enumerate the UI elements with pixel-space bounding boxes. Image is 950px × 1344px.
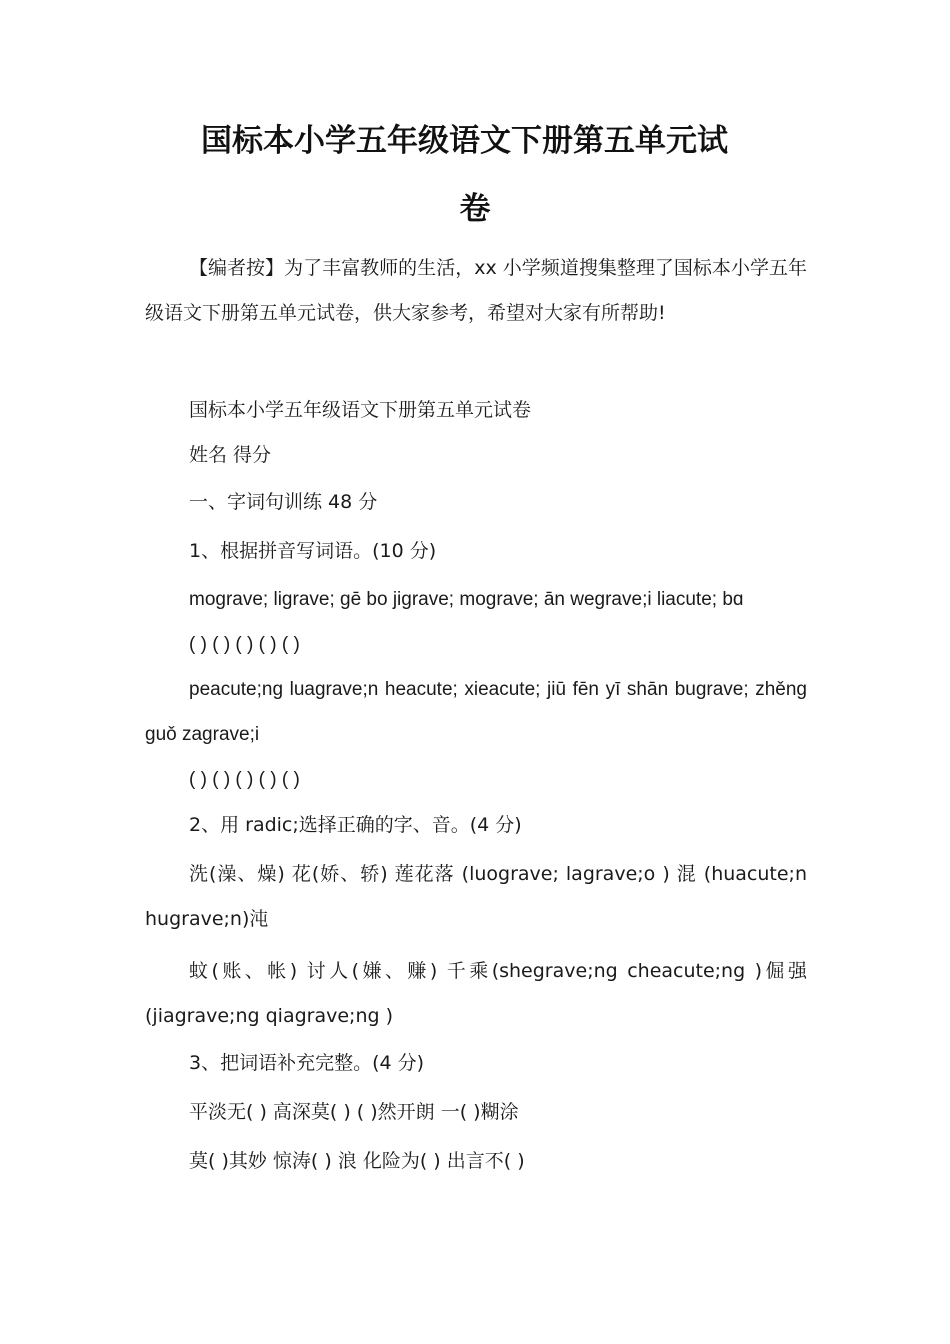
name-score-line: 姓名 得分 [189, 444, 272, 466]
document-title-line1: 国标本小学五年级语文下册第五单元试 [201, 123, 728, 159]
question-2-line-2: 蚊(账、帐) 讨人(嫌、赚) 千乘(shegrave;ng cheacute;ng )倔强(jiagrave;ng qiagrave;ng ) [145, 960, 807, 1027]
editor-note-paragraph: 【编者按】为了丰富教师的生活，xx 小学频道搜集整理了国标本小学五年级语文下册第五单元试卷，供大家参考，希望对大家有所帮助! [145, 257, 807, 324]
answer-blanks-2: ( ) ( ) ( ) ( ) ( ) [189, 769, 300, 790]
pinyin-line-1: mograve; ligrave; gē bo jigrave; mograve; ān wegrave;i liacute; bɑ [189, 589, 744, 610]
question-1-heading: 1、根据拼音写词语。(10 分) [189, 540, 437, 562]
question-2-heading: 2、用 radic;选择正确的字、音。(4 分) [189, 814, 522, 836]
document-title-line2: 卷 [459, 191, 491, 227]
section-heading: 一、字词句训练 48 分 [189, 491, 378, 513]
question-3-heading: 3、把词语补充完整。(4 分) [189, 1052, 425, 1074]
question-2-line-1: 洗(澡、燥) 花(娇、轿) 莲花落 (luograve; lagrave;o ) 混 (huacute;n hugrave;n)沌 [145, 863, 807, 930]
question-3-line-1: 平淡无( ) 高深莫( ) ( )然开朗 一( )糊涂 [189, 1101, 519, 1123]
pinyin-line-2: peacute;ng luagrave;n heacute; xieacute; jiū fēn yī shān bugrave; zhěng guǒ zagrave;i [145, 679, 807, 745]
answer-blanks-1: ( ) ( ) ( ) ( ) ( ) [189, 634, 300, 655]
test-title-line: 国标本小学五年级语文下册第五单元试卷 [189, 399, 532, 421]
question-3-line-2: 莫( )其妙 惊涛( ) 浪 化险为( ) 出言不( ) [189, 1150, 525, 1172]
